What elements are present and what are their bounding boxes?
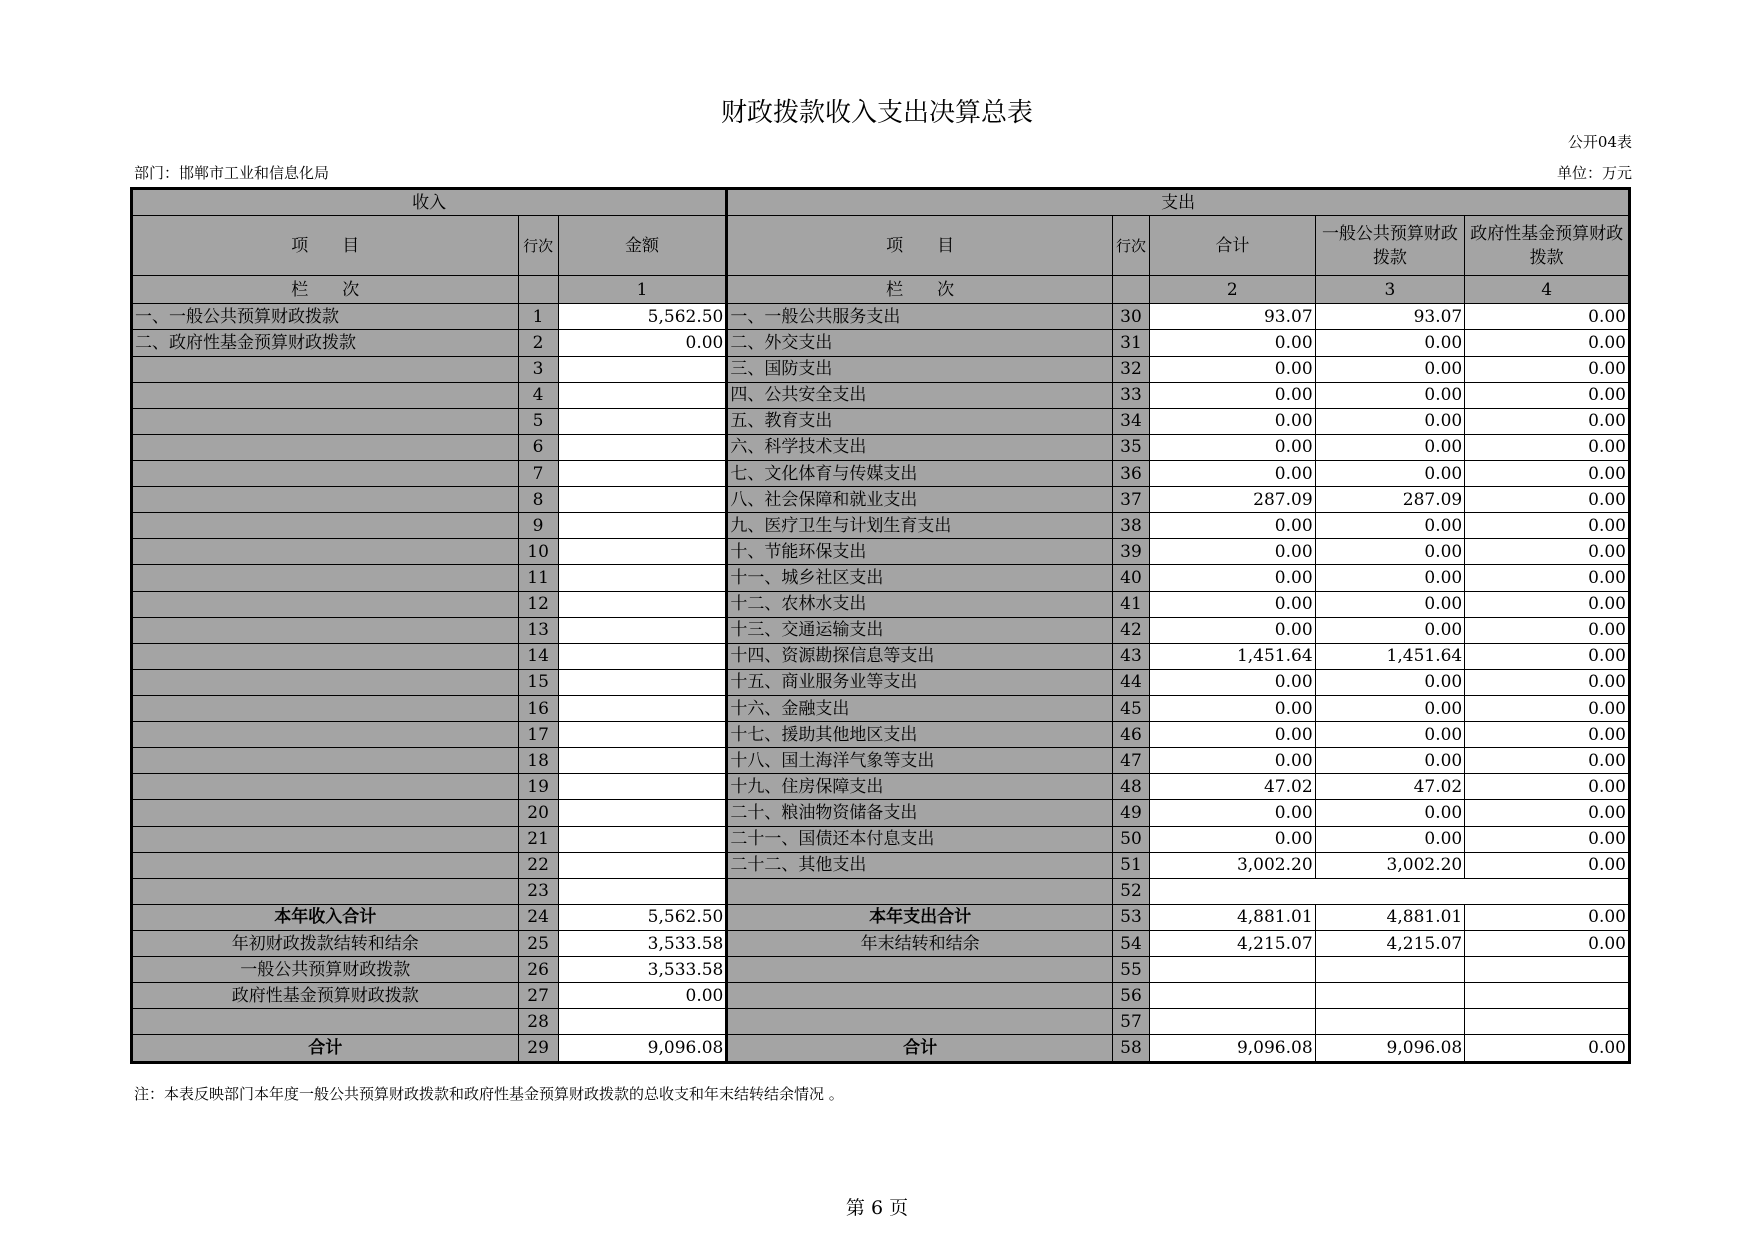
expense-item: 二十一、国债还本付息支出 (727, 826, 1113, 852)
income-item (132, 487, 519, 513)
table-row (132, 487, 1630, 513)
expense-general-budget: 0.00 (1315, 669, 1465, 695)
expense-gov-fund: 0.00 (1465, 356, 1630, 382)
expense-item: 十五、商业服务业等支出 (727, 669, 1113, 695)
table-row (132, 696, 1630, 722)
income-amount: 3,533.58 (558, 930, 727, 956)
general-budget-header: 一般公共预算财政拨款 (1315, 216, 1465, 276)
expense-gov-fund: 0.00 (1465, 539, 1630, 565)
expense-gov-fund: 0.00 (1465, 669, 1630, 695)
table-row (132, 774, 1630, 800)
table-row (132, 591, 1630, 617)
expense-total: 0.00 (1150, 591, 1316, 617)
expense-row-no: 46 (1112, 722, 1149, 748)
expense-row-no: 53 (1112, 904, 1149, 930)
income-amount (558, 434, 727, 460)
income-amount: 3,533.58 (558, 957, 727, 983)
income-amount (558, 591, 727, 617)
expense-item (727, 983, 1113, 1009)
income-amount (558, 1009, 727, 1035)
income-amount: 5,562.50 (558, 904, 727, 930)
expense-general-budget: 0.00 (1315, 591, 1465, 617)
income-row-no: 19 (518, 774, 558, 800)
expense-total: 0.00 (1150, 356, 1316, 382)
expense-gov-fund (1465, 983, 1630, 1009)
expense-gov-fund: 0.00 (1465, 852, 1630, 878)
table-row (132, 330, 1630, 356)
expense-item (727, 1009, 1113, 1035)
expense-item: 六、科学技术支出 (727, 434, 1113, 460)
expense-row-no: 58 (1112, 1035, 1149, 1063)
expense-gov-fund: 0.00 (1465, 643, 1630, 669)
expense-row-no: 50 (1112, 826, 1149, 852)
table-row (132, 304, 1630, 330)
expense-general-budget: 0.00 (1315, 617, 1465, 643)
expense-row-no: 35 (1112, 434, 1149, 460)
income-amount (558, 669, 727, 695)
income-item: 合计 (132, 1035, 519, 1063)
summary-row (132, 930, 1630, 956)
income-item (132, 748, 519, 774)
expense-item: 十、节能环保支出 (727, 539, 1113, 565)
income-item (132, 696, 519, 722)
income-item (132, 774, 519, 800)
table-row (132, 408, 1630, 434)
expense-gov-fund: 0.00 (1465, 487, 1630, 513)
expense-row-no: 30 (1112, 304, 1149, 330)
income-amount (558, 461, 727, 487)
income-item: 年初财政拨款结转和结余 (132, 930, 519, 956)
expense-general-budget: 47.02 (1315, 774, 1465, 800)
expense-col-2: 2 (1150, 276, 1316, 304)
expense-item: 三、国防支出 (727, 356, 1113, 382)
expense-item: 十七、援助其他地区支出 (727, 722, 1113, 748)
income-item (132, 513, 519, 539)
income-item (132, 565, 519, 591)
department-label: 部门：邯郸市工业和信息化局 (134, 164, 330, 182)
income-amount (558, 617, 727, 643)
expense-general-budget (1315, 957, 1465, 983)
income-amount (558, 487, 727, 513)
income-amount (558, 748, 727, 774)
table-row (132, 539, 1630, 565)
expense-total: 0.00 (1150, 748, 1316, 774)
expense-row-no: 56 (1112, 983, 1149, 1009)
income-row-no: 8 (518, 487, 558, 513)
income-item (132, 800, 519, 826)
expense-header: 支出 (727, 189, 1630, 216)
income-amount: 0.00 (558, 330, 727, 356)
income-row-no: 26 (518, 957, 558, 983)
expense-gov-fund: 0.00 (1465, 330, 1630, 356)
expense-general-budget: 0.00 (1315, 800, 1465, 826)
expense-general-budget: 3,002.20 (1315, 852, 1465, 878)
income-item (132, 826, 519, 852)
table-row (132, 826, 1630, 852)
expense-row-no: 33 (1112, 382, 1149, 408)
expense-gov-fund (1465, 957, 1630, 983)
expense-item: 十六、金融支出 (727, 696, 1113, 722)
income-row-no: 18 (518, 748, 558, 774)
income-item: 政府性基金预算财政拨款 (132, 983, 519, 1009)
table-row (132, 356, 1630, 382)
expense-total: 0.00 (1150, 434, 1316, 460)
table-row (132, 643, 1630, 669)
expense-total (1150, 1009, 1316, 1035)
expense-row-no: 38 (1112, 513, 1149, 539)
income-amount (558, 513, 727, 539)
table-row (132, 382, 1630, 408)
income-amount (558, 878, 727, 904)
income-row-no: 13 (518, 617, 558, 643)
summary-row (132, 904, 1630, 930)
expense-total: 0.00 (1150, 330, 1316, 356)
income-item (132, 617, 519, 643)
income-row-no: 4 (518, 382, 558, 408)
form-number: 公开04表 (1567, 133, 1632, 151)
expense-row-no: 49 (1112, 800, 1149, 826)
income-item (132, 408, 519, 434)
gov-fund-header: 政府性基金预算财政拨款 (1465, 216, 1630, 276)
expense-item: 七、文化体育与传媒支出 (727, 461, 1113, 487)
summary-row (132, 1035, 1630, 1063)
income-amount (558, 539, 727, 565)
income-amount: 0.00 (558, 983, 727, 1009)
expense-row-no: 48 (1112, 774, 1149, 800)
expense-total: 0.00 (1150, 565, 1316, 591)
expense-general-budget: 0.00 (1315, 434, 1465, 460)
income-row-no: 3 (518, 356, 558, 382)
expense-total-header: 合计 (1150, 216, 1316, 276)
expense-total: 47.02 (1150, 774, 1316, 800)
expense-gov-fund: 0.00 (1465, 748, 1630, 774)
income-row-no: 9 (518, 513, 558, 539)
page-number: 第 6 页 (845, 1197, 909, 1219)
expense-row-no: 45 (1112, 696, 1149, 722)
income-row-no: 5 (518, 408, 558, 434)
income-amount (558, 852, 727, 878)
expense-general-budget: 0.00 (1315, 408, 1465, 434)
income-row-no-header: 行次 (518, 216, 558, 276)
income-row-no: 22 (518, 852, 558, 878)
income-row-no: 14 (518, 643, 558, 669)
income-item (132, 591, 519, 617)
expense-total: 0.00 (1150, 461, 1316, 487)
expense-gov-fund: 0.00 (1465, 696, 1630, 722)
expense-general-budget: 0.00 (1315, 565, 1465, 591)
income-amount (558, 826, 727, 852)
expense-gov-fund: 0.00 (1465, 434, 1630, 460)
expense-general-budget: 4,881.01 (1315, 904, 1465, 930)
income-amount-header: 金额 (558, 216, 727, 276)
income-item (132, 852, 519, 878)
expense-row-no: 34 (1112, 408, 1149, 434)
expense-item: 十四、资源勘探信息等支出 (727, 643, 1113, 669)
expense-row-no: 36 (1112, 461, 1149, 487)
income-item (132, 643, 519, 669)
income-row-no: 15 (518, 669, 558, 695)
expense-total: 4,881.01 (1150, 904, 1316, 930)
expense-general-budget (1315, 983, 1465, 1009)
income-amount (558, 356, 727, 382)
income-row-no: 1 (518, 304, 558, 330)
expense-total: 0.00 (1150, 722, 1316, 748)
summary-row (132, 1009, 1630, 1035)
income-amount (558, 408, 727, 434)
income-row-no: 21 (518, 826, 558, 852)
expense-general-budget: 0.00 (1315, 330, 1465, 356)
expense-row-no: 51 (1112, 852, 1149, 878)
expense-item: 四、公共安全支出 (727, 382, 1113, 408)
expense-gov-fund: 0.00 (1465, 904, 1630, 930)
expense-item: 十九、住房保障支出 (727, 774, 1113, 800)
income-item (132, 878, 519, 904)
expense-total: 4,215.07 (1150, 930, 1316, 956)
expense-row-no: 52 (1112, 878, 1149, 904)
income-item-header: 项 目 (132, 216, 519, 276)
income-item (132, 539, 519, 565)
footnote: 注：本表反映部门本年度一般公共预算财政拨款和政府性基金预算财政拨款的总收支和年末结转结余情况 。 (134, 1085, 844, 1103)
expense-total: 0.00 (1150, 617, 1316, 643)
income-row-no: 27 (518, 983, 558, 1009)
expense-general-budget (1315, 1009, 1465, 1035)
expense-item: 八、社会保障和就业支出 (727, 487, 1113, 513)
expense-gov-fund: 0.00 (1465, 382, 1630, 408)
expense-total: 1,451.64 (1150, 643, 1316, 669)
table-row (132, 565, 1630, 591)
income-item (132, 1009, 519, 1035)
expense-item: 二十二、其他支出 (727, 852, 1113, 878)
income-item (132, 669, 519, 695)
expense-row-no-header: 行次 (1112, 216, 1149, 276)
expense-gov-fund: 0.00 (1465, 617, 1630, 643)
expense-row-no: 41 (1112, 591, 1149, 617)
income-row-no: 2 (518, 330, 558, 356)
income-amount: 9,096.08 (558, 1035, 727, 1063)
expense-blank (1150, 878, 1630, 904)
income-amount (558, 774, 727, 800)
income-row-no: 17 (518, 722, 558, 748)
table-row (132, 748, 1630, 774)
expense-total: 3,002.20 (1150, 852, 1316, 878)
expense-total (1150, 983, 1316, 1009)
table-row (132, 513, 1630, 539)
unit-label: 单位：万元 (1556, 164, 1632, 182)
income-amount (558, 800, 727, 826)
expense-general-budget: 93.07 (1315, 304, 1465, 330)
income-item: 一般公共预算财政拨款 (132, 957, 519, 983)
expense-item: 年末结转和结余 (727, 930, 1113, 956)
income-col-1: 1 (558, 276, 727, 304)
expense-general-budget: 0.00 (1315, 722, 1465, 748)
income-amount (558, 565, 727, 591)
expense-total: 0.00 (1150, 539, 1316, 565)
expense-total: 93.07 (1150, 304, 1316, 330)
expense-gov-fund: 0.00 (1465, 800, 1630, 826)
expense-gov-fund: 0.00 (1465, 565, 1630, 591)
expense-item-header: 项 目 (727, 216, 1113, 276)
expense-total: 0.00 (1150, 826, 1316, 852)
expense-gov-fund: 0.00 (1465, 826, 1630, 852)
expense-row-no: 40 (1112, 565, 1149, 591)
table-row (132, 617, 1630, 643)
income-amount: 5,562.50 (558, 304, 727, 330)
expense-gov-fund (1465, 1009, 1630, 1035)
expense-item: 二、外交支出 (727, 330, 1113, 356)
table-row (132, 852, 1630, 878)
expense-total (1150, 957, 1316, 983)
income-row-no: 6 (518, 434, 558, 460)
income-row-no: 7 (518, 461, 558, 487)
expense-gov-fund: 0.00 (1465, 513, 1630, 539)
table-row (132, 722, 1630, 748)
expense-row-no: 39 (1112, 539, 1149, 565)
expense-row-no: 42 (1112, 617, 1149, 643)
income-row-no: 23 (518, 878, 558, 904)
income-item (132, 461, 519, 487)
table-row (132, 669, 1630, 695)
expense-item: 本年支出合计 (727, 904, 1113, 930)
expense-gov-fund: 0.00 (1465, 1035, 1630, 1063)
expense-row-no: 47 (1112, 748, 1149, 774)
expense-item: 十二、农林水支出 (727, 591, 1113, 617)
expense-gov-fund: 0.00 (1465, 461, 1630, 487)
expense-item: 十八、国土海洋气象等支出 (727, 748, 1113, 774)
expense-row-no: 57 (1112, 1009, 1149, 1035)
income-row-no: 11 (518, 565, 558, 591)
expense-gov-fund: 0.00 (1465, 304, 1630, 330)
table-row (132, 434, 1630, 460)
expense-row-no: 54 (1112, 930, 1149, 956)
expense-general-budget: 1,451.64 (1315, 643, 1465, 669)
page-title: 财政拨款收入支出决算总表 (720, 98, 1033, 128)
expense-row-no: 43 (1112, 643, 1149, 669)
income-amount (558, 722, 727, 748)
income-item: 本年收入合计 (132, 904, 519, 930)
expense-item: 一、一般公共服务支出 (727, 304, 1113, 330)
expense-general-budget: 0.00 (1315, 539, 1465, 565)
expense-item: 十三、交通运输支出 (727, 617, 1113, 643)
table-row (132, 878, 1630, 904)
income-amount (558, 696, 727, 722)
expense-total: 0.00 (1150, 800, 1316, 826)
expense-item: 十一、城乡社区支出 (727, 565, 1113, 591)
income-header: 收入 (132, 189, 727, 216)
income-row-no: 20 (518, 800, 558, 826)
income-row-no: 10 (518, 539, 558, 565)
expense-gov-fund: 0.00 (1465, 722, 1630, 748)
expense-row-no: 55 (1112, 957, 1149, 983)
expense-row-no: 31 (1112, 330, 1149, 356)
expense-general-budget: 0.00 (1315, 356, 1465, 382)
fiscal-summary-table (130, 187, 1631, 1064)
income-item (132, 382, 519, 408)
expense-total: 0.00 (1150, 669, 1316, 695)
expense-item: 九、医疗卫生与计划生育支出 (727, 513, 1113, 539)
expense-item (727, 957, 1113, 983)
income-item (132, 722, 519, 748)
income-row-no: 16 (518, 696, 558, 722)
expense-gov-fund: 0.00 (1465, 774, 1630, 800)
income-row-no: 29 (518, 1035, 558, 1063)
expense-col-4: 4 (1465, 276, 1630, 304)
income-col-label: 栏 次 (132, 276, 519, 304)
expense-gov-fund: 0.00 (1465, 591, 1630, 617)
expense-gov-fund: 0.00 (1465, 930, 1630, 956)
expense-total: 0.00 (1150, 382, 1316, 408)
income-row-no: 28 (518, 1009, 558, 1035)
expense-general-budget: 0.00 (1315, 461, 1465, 487)
expense-general-budget: 0.00 (1315, 748, 1465, 774)
income-row-no: 12 (518, 591, 558, 617)
expense-general-budget: 9,096.08 (1315, 1035, 1465, 1063)
income-item: 二、政府性基金预算财政拨款 (132, 330, 519, 356)
income-row-no: 25 (518, 930, 558, 956)
income-item (132, 434, 519, 460)
expense-gov-fund: 0.00 (1465, 408, 1630, 434)
summary-row (132, 957, 1630, 983)
expense-total: 0.00 (1150, 696, 1316, 722)
summary-row (132, 983, 1630, 1009)
expense-general-budget: 4,215.07 (1315, 930, 1465, 956)
expense-row-no: 44 (1112, 669, 1149, 695)
expense-general-budget: 287.09 (1315, 487, 1465, 513)
expense-row-no: 32 (1112, 356, 1149, 382)
expense-general-budget: 0.00 (1315, 513, 1465, 539)
income-item: 一、一般公共预算财政拨款 (132, 304, 519, 330)
income-item (132, 356, 519, 382)
expense-general-budget: 0.00 (1315, 826, 1465, 852)
expense-general-budget: 0.00 (1315, 382, 1465, 408)
expense-col-label: 栏 次 (727, 276, 1113, 304)
income-row-no: 24 (518, 904, 558, 930)
expense-item: 合计 (727, 1035, 1113, 1063)
expense-row-no: 37 (1112, 487, 1149, 513)
expense-total: 9,096.08 (1150, 1035, 1316, 1063)
table-row (132, 800, 1630, 826)
expense-item (727, 878, 1113, 904)
income-amount (558, 382, 727, 408)
expense-total: 0.00 (1150, 513, 1316, 539)
income-amount (558, 643, 727, 669)
expense-total: 0.00 (1150, 408, 1316, 434)
expense-total: 287.09 (1150, 487, 1316, 513)
expense-item: 五、教育支出 (727, 408, 1113, 434)
table-row (132, 461, 1630, 487)
expense-item: 二十、粮油物资储备支出 (727, 800, 1113, 826)
expense-general-budget: 0.00 (1315, 696, 1465, 722)
expense-col-3: 3 (1315, 276, 1465, 304)
